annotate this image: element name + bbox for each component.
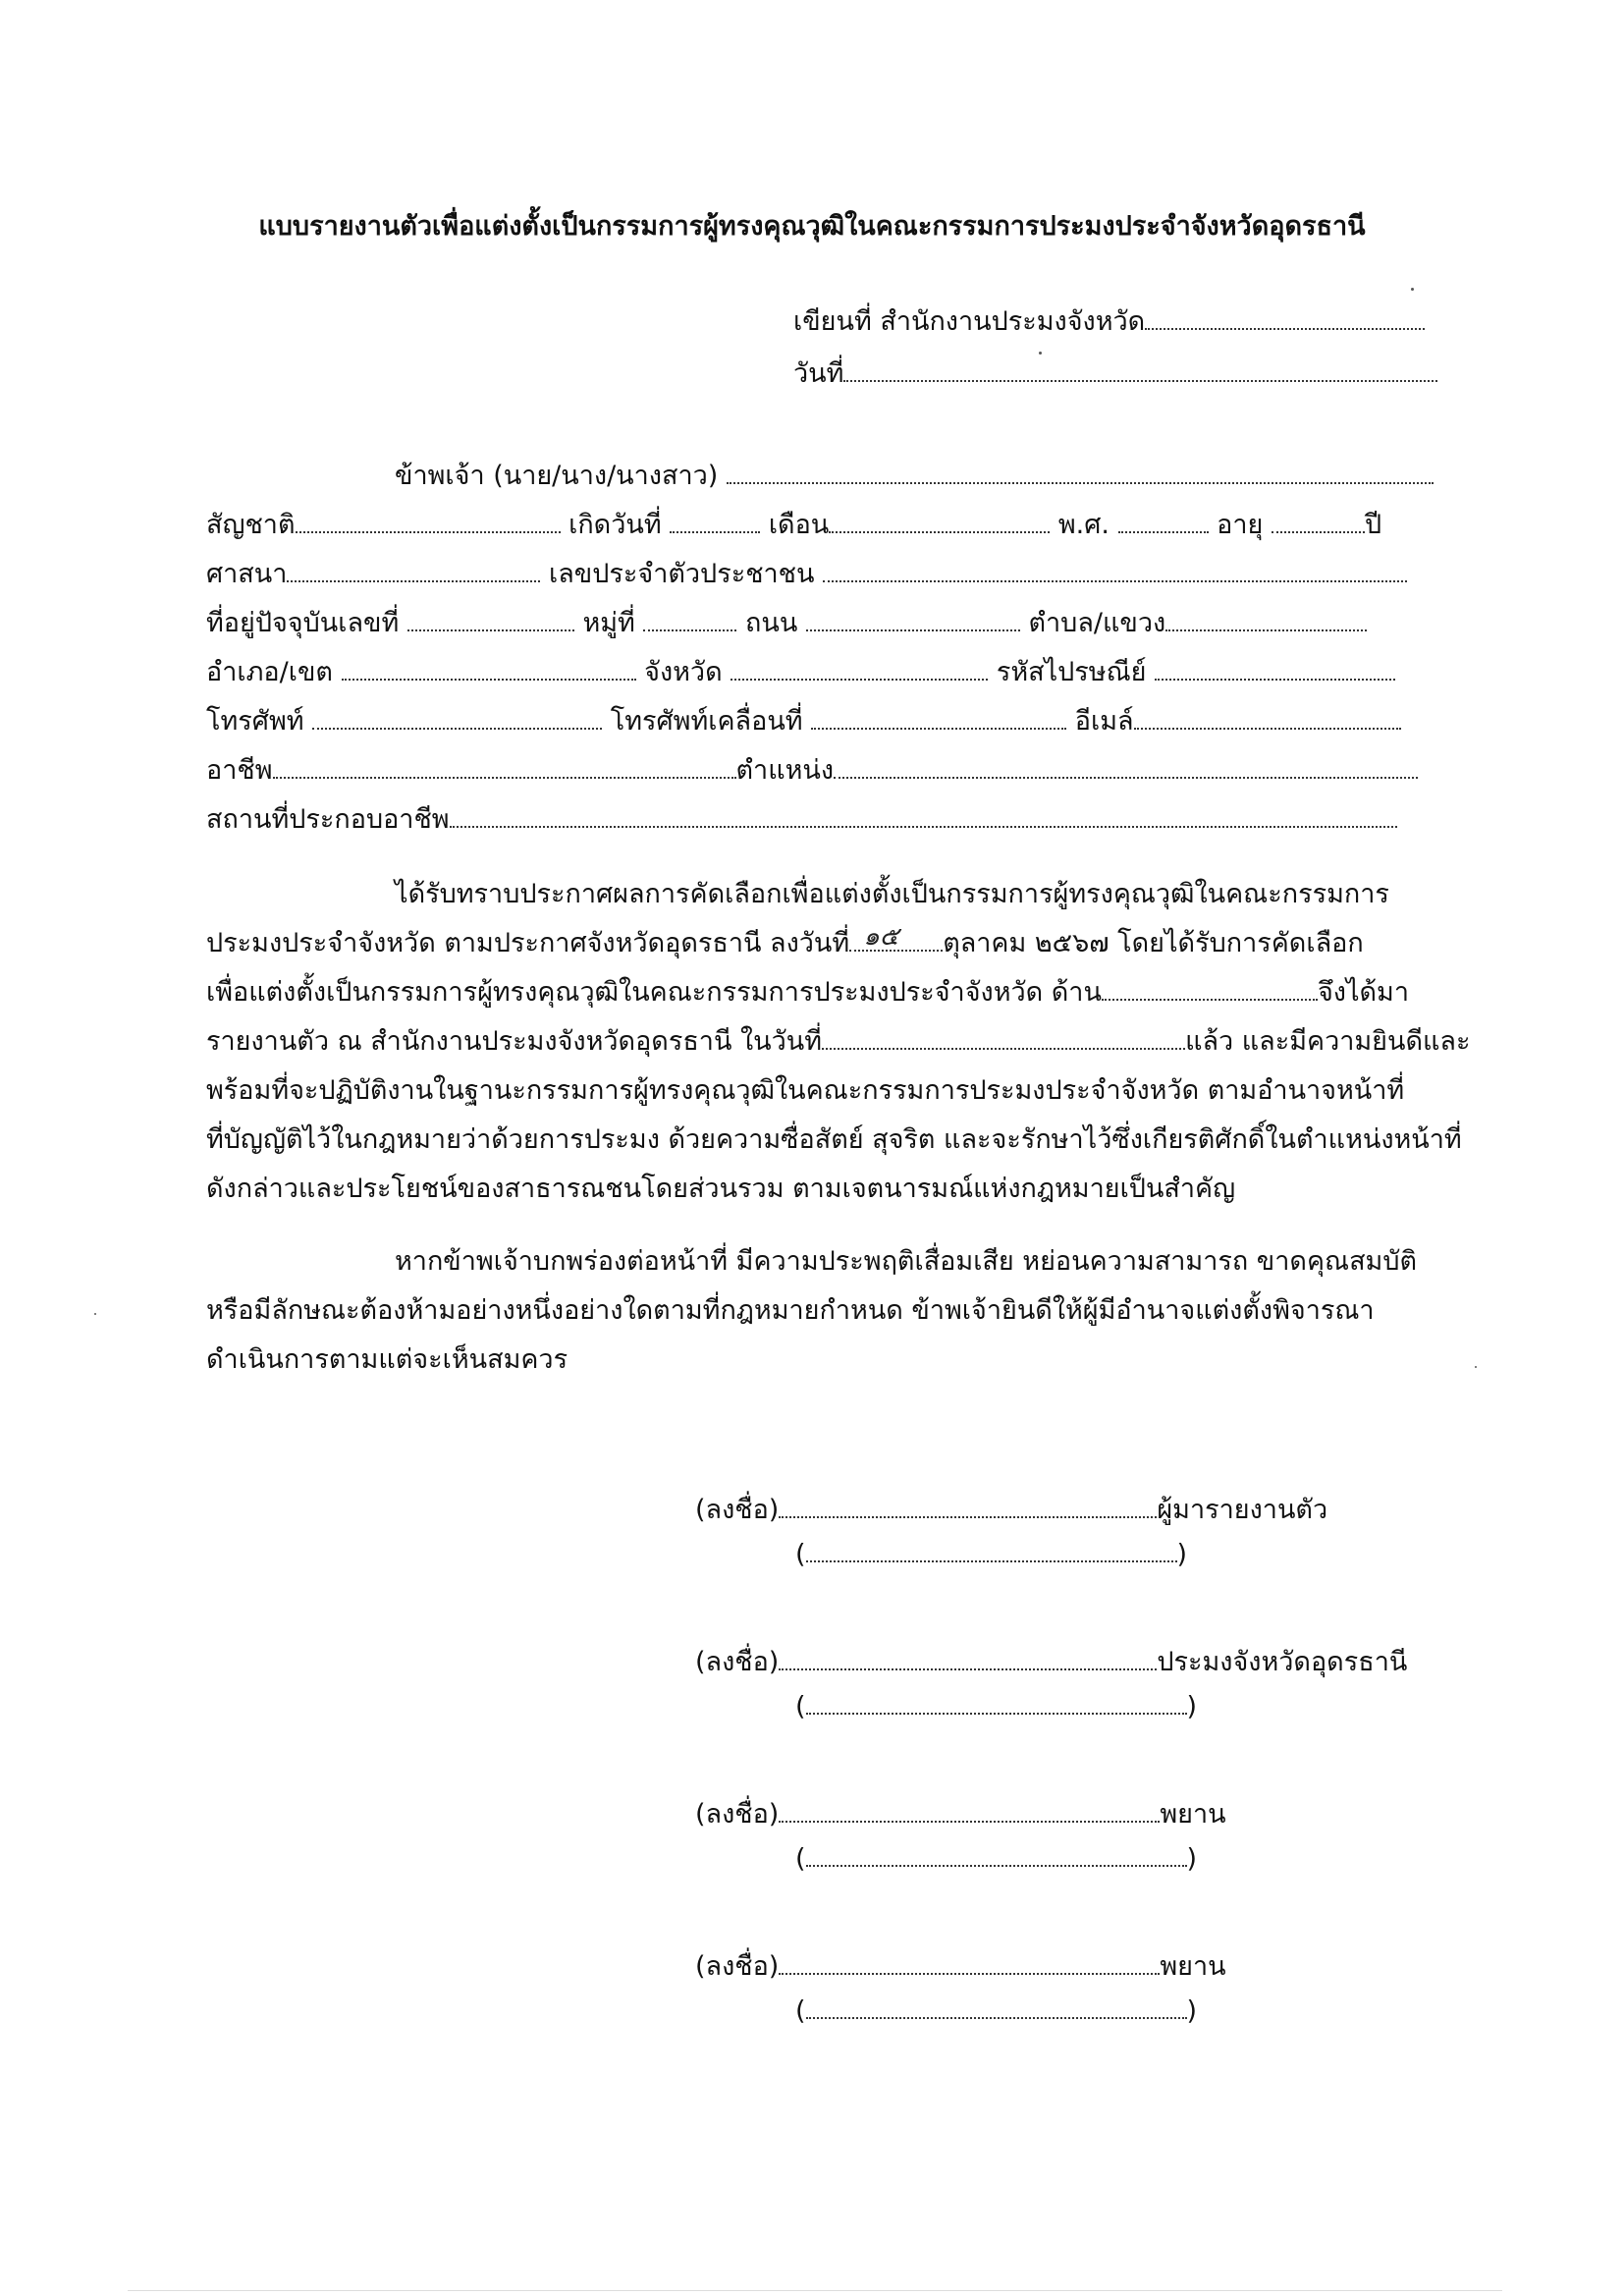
sign-label: (ลงชื่อ)	[695, 1951, 780, 1982]
close-paren: )	[1186, 1995, 1198, 2027]
role-reporter: ผู้มารายงานตัว	[1157, 1495, 1328, 1525]
road-field[interactable]	[806, 606, 1020, 631]
moo-label: หมู่ที่	[582, 608, 635, 638]
birth-day-field[interactable]	[670, 508, 760, 533]
signature-witness-1	[695, 1792, 1226, 1834]
date-label: วันที่	[793, 358, 844, 389]
workplace-label: สถานที่ประกอบอาชีพ	[206, 804, 450, 835]
be-year-label: พ.ศ.	[1057, 510, 1110, 540]
para1-line7: ดังกล่าวและประโยชน์ของสาธารณชนโดยส่วนรวม ตามเจตนารมณ์แห่งกฎหมายเป็นสำคัญ	[206, 1174, 1236, 1204]
id-number-field[interactable]	[823, 557, 1407, 582]
sign-label: (ลงชื่อ)	[695, 1647, 780, 1677]
phone-field[interactable]	[312, 704, 602, 730]
form-title: แบบรายงานตัวเพื่อแต่งตั้งเป็นกรรมการผู้ทรงคุณวุฒิในคณะกรรมการประมงประจำจังหวัดอุดรธานี	[258, 211, 1366, 242]
workplace-field[interactable]	[450, 802, 1397, 828]
para1-line4-text: รายงานตัว ณ สำนักงานประมงจังหวัดอุดรธานี ในวันที่	[206, 1026, 823, 1057]
district-label: อำเภอ/เขต	[206, 657, 333, 687]
announcement-day-field[interactable]	[849, 921, 943, 952]
name-field[interactable]	[727, 459, 1434, 484]
para1-line3	[206, 970, 1409, 1012]
close-paren: )	[1186, 1691, 1198, 1722]
occupation-label: อาชีพ	[206, 755, 273, 786]
occupation-field[interactable]	[273, 753, 736, 779]
officer-name-field[interactable]	[806, 1689, 1187, 1715]
postal-field[interactable]	[1155, 655, 1395, 681]
month-label: เดือน	[768, 510, 830, 540]
phone-line	[206, 699, 1401, 741]
role-witness-2: พยาน	[1160, 1951, 1226, 1982]
para1-line1: ได้รับทราบประกาศผลการคัดเลือกเพื่อแต่งตั้งเป็นกรรมการผู้ทรงคุณวุฒิในคณะกรรมการ	[395, 879, 1389, 909]
nationality-label: สัญชาติ	[206, 510, 296, 540]
sign-label: (ลงชื่อ)	[695, 1495, 780, 1525]
province-label: จังหวัด	[644, 657, 723, 687]
age-field[interactable]	[1272, 508, 1365, 533]
birth-day-label: เกิดวันที่	[568, 510, 662, 540]
mobile-label: โทรศัพท์เคลื่อนที่	[610, 706, 803, 737]
address-no-field[interactable]	[407, 606, 574, 631]
year-unit: ปี	[1364, 510, 1382, 540]
witness2-name-field[interactable]	[806, 1994, 1187, 2019]
religion-line	[206, 552, 1407, 594]
moo-field[interactable]	[643, 606, 736, 631]
be-year-field[interactable]	[1118, 508, 1209, 533]
month-field[interactable]	[829, 508, 1050, 533]
scan-speck	[1039, 352, 1042, 355]
workplace-line	[206, 797, 1397, 840]
para2-line3: ดำเนินการตามแต่จะเห็นสมควร	[206, 1344, 568, 1375]
postal-label: รหัสไปรษณีย์	[996, 657, 1147, 687]
phone-label: โทรศัพท์	[206, 706, 304, 737]
para2-line1: หากข้าพเจ้าบกพร่องต่อหน้าที่ มีความประพฤติเสื่อมเสีย หย่อนความสามารถ ขาดคุณสมบัติ	[395, 1246, 1418, 1277]
open-paren: (	[795, 1995, 806, 2027]
road-label: ถนน	[745, 608, 798, 638]
district-line	[206, 650, 1395, 692]
open-paren: (	[795, 1691, 806, 1722]
email-label: อีเมล์	[1074, 706, 1134, 737]
para1-line4-end: แล้ว และมีความยินดีและ	[1185, 1026, 1471, 1057]
written-at-line	[793, 300, 1425, 342]
para1-line2	[206, 921, 1364, 963]
open-paren: (	[795, 1539, 806, 1570]
scan-speck	[1475, 1366, 1477, 1368]
name-label: ข้าพเจ้า (นาย/นาง/นางสาว)	[395, 461, 719, 491]
reporter-name-field[interactable]	[806, 1537, 1177, 1562]
nationality-line	[206, 503, 1381, 545]
close-paren: )	[1176, 1539, 1188, 1570]
close-paren: )	[1186, 1843, 1198, 1875]
para1-line5: พร้อมที่จะปฏิบัติงานในฐานะกรรมการผู้ทรงคุณวุฒิในคณะกรรมการประมงประจำจังหวัด ตามอำนาจหน้าที่	[206, 1075, 1405, 1106]
open-paren: (	[795, 1843, 806, 1875]
para1-line2-text: ประมงประจำจังหวัด ตามประกาศจังหวัดอุดรธานี ลงวันที่	[206, 928, 850, 958]
date-field[interactable]	[843, 356, 1437, 382]
name-paren-witness-1	[795, 1841, 1197, 1874]
name-paren-officer	[795, 1689, 1197, 1721]
written-at-label: เขียนที่ สำนักงานประมงจังหวัด	[793, 306, 1146, 337]
signature-reporter	[695, 1488, 1327, 1530]
name-line	[395, 454, 1434, 496]
subdistrict-label: ตำบล/แขวง	[1028, 608, 1166, 638]
signature-witness-2	[695, 1944, 1226, 1987]
witness2-signature-field[interactable]	[779, 1949, 1160, 1975]
role-officer: ประมงจังหวัดอุดรธานี	[1157, 1647, 1408, 1677]
reporter-signature-field[interactable]	[779, 1493, 1157, 1518]
date-line	[793, 352, 1437, 394]
report-date-field[interactable]	[822, 1024, 1185, 1050]
nationality-field[interactable]	[296, 508, 561, 533]
address-no-label: ที่อยู่ปัจจุบันเลขที่	[206, 608, 400, 638]
para1-line2-month: ตุลาคม ๒๕๖๗ โดยได้รับการคัดเลือก	[943, 928, 1364, 958]
signature-fisheries-officer	[695, 1640, 1407, 1682]
age-label: อายุ	[1217, 510, 1264, 540]
para1-line3-end: จึงได้มา	[1317, 977, 1410, 1008]
subdistrict-field[interactable]	[1165, 606, 1367, 631]
district-field[interactable]	[342, 655, 636, 681]
mobile-field[interactable]	[811, 704, 1066, 730]
religion-field[interactable]	[287, 557, 540, 582]
email-field[interactable]	[1134, 704, 1401, 730]
expertise-field[interactable]	[1102, 975, 1318, 1001]
para1-line6: ที่บัญญัติไว้ในกฎหมายว่าด้วยการประมง ด้วยความซื่อสัตย์ สุจริต และจะรักษาไว้ซึ่งเกียรติศักดิ์ในตำแหน่งหน้าที่	[206, 1124, 1462, 1155]
witness1-signature-field[interactable]	[779, 1797, 1160, 1823]
occupation-line	[206, 748, 1418, 791]
name-paren-witness-2	[795, 1994, 1197, 2026]
scan-edge-line	[128, 2290, 1502, 2291]
province-field[interactable]	[731, 655, 988, 681]
name-paren-reporter	[795, 1537, 1187, 1569]
address-line	[206, 601, 1367, 643]
religion-label: ศาสนา	[206, 559, 288, 589]
role-witness-1: พยาน	[1160, 1799, 1226, 1830]
sign-label: (ลงชื่อ)	[695, 1799, 780, 1830]
position-field[interactable]	[834, 753, 1418, 779]
para1-line4	[206, 1019, 1470, 1062]
officer-signature-field[interactable]	[779, 1645, 1157, 1670]
scan-speck	[1411, 288, 1414, 291]
witness1-name-field[interactable]	[806, 1841, 1187, 1867]
written-at-field[interactable]	[1145, 304, 1425, 330]
scan-speck	[94, 1313, 96, 1315]
handwritten-day: ๑๕	[863, 921, 899, 952]
id-number-label: เลขประจำตัวประชาชน	[549, 559, 815, 589]
para1-line3-text: เพื่อแต่งตั้งเป็นกรรมการผู้ทรงคุณวุฒิในคณะกรรมการประมงประจำจังหวัด ด้าน	[206, 977, 1102, 1008]
para2-line2: หรือมีลักษณะต้องห้ามอย่างหนึ่งอย่างใดตามที่กฎหมายกำหนด ข้าพเจ้ายินดีให้ผู้มีอำนาจแต่งตั้งพิจารณา	[206, 1295, 1375, 1326]
position-label: ตำแหน่ง	[735, 755, 835, 786]
